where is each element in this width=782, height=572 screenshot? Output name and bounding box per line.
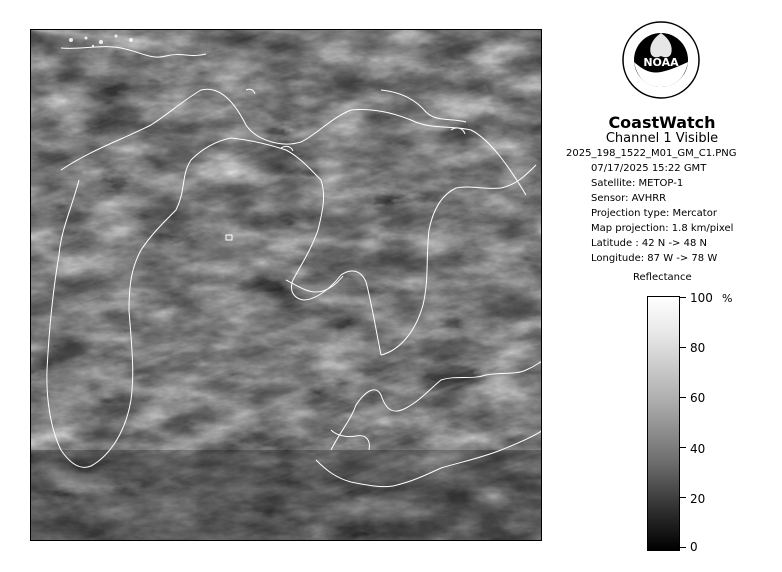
noaa-logo-svg	[621, 20, 701, 100]
colorbar-tick	[680, 547, 686, 548]
colorbar-tick-label: 20	[690, 492, 706, 506]
colorbar-tick-label: 0	[690, 540, 698, 554]
satellite-svg	[31, 30, 542, 541]
page-title: CoastWatch	[608, 113, 716, 132]
noaa-logo	[621, 20, 701, 100]
sensor: Sensor: AVHRR	[591, 193, 667, 204]
satellite-image	[30, 29, 542, 541]
colorbar-tick	[680, 297, 686, 298]
latitude-range: Latitude : 42 N -> 48 N	[591, 238, 707, 249]
colorbar-tick-label: 80	[690, 341, 706, 355]
colorbar-tick	[680, 447, 686, 448]
colorbar-tick-label: 40	[690, 442, 706, 456]
colorbar-tick	[680, 497, 686, 498]
projection-type: Projection type: Mercator	[591, 208, 717, 219]
channel-subtitle: Channel 1 Visible	[605, 131, 719, 146]
datetime: 07/17/2025 15:22 GMT	[591, 163, 707, 174]
map-projection: Map projection: 1.8 km/pixel	[591, 223, 734, 234]
colorbar-label: Reflectance	[633, 272, 692, 283]
colorbar-tick-label: 60	[690, 391, 706, 405]
colorbar-tick	[680, 347, 686, 348]
satellite: Satellite: METOP-1	[591, 178, 684, 189]
colorbar-unit: %	[722, 292, 733, 305]
filename: 2025_198_1522_M01_GM_C1.PNG	[566, 148, 737, 159]
longitude-range: Longitude: 87 W -> 78 W	[591, 253, 718, 264]
colorbar-tick-label: 100	[690, 291, 713, 305]
colorbar-tick	[680, 397, 686, 398]
shadow-band	[31, 450, 542, 541]
colorbar	[647, 296, 680, 551]
svg-text:NOAA: NOAA	[643, 56, 679, 69]
